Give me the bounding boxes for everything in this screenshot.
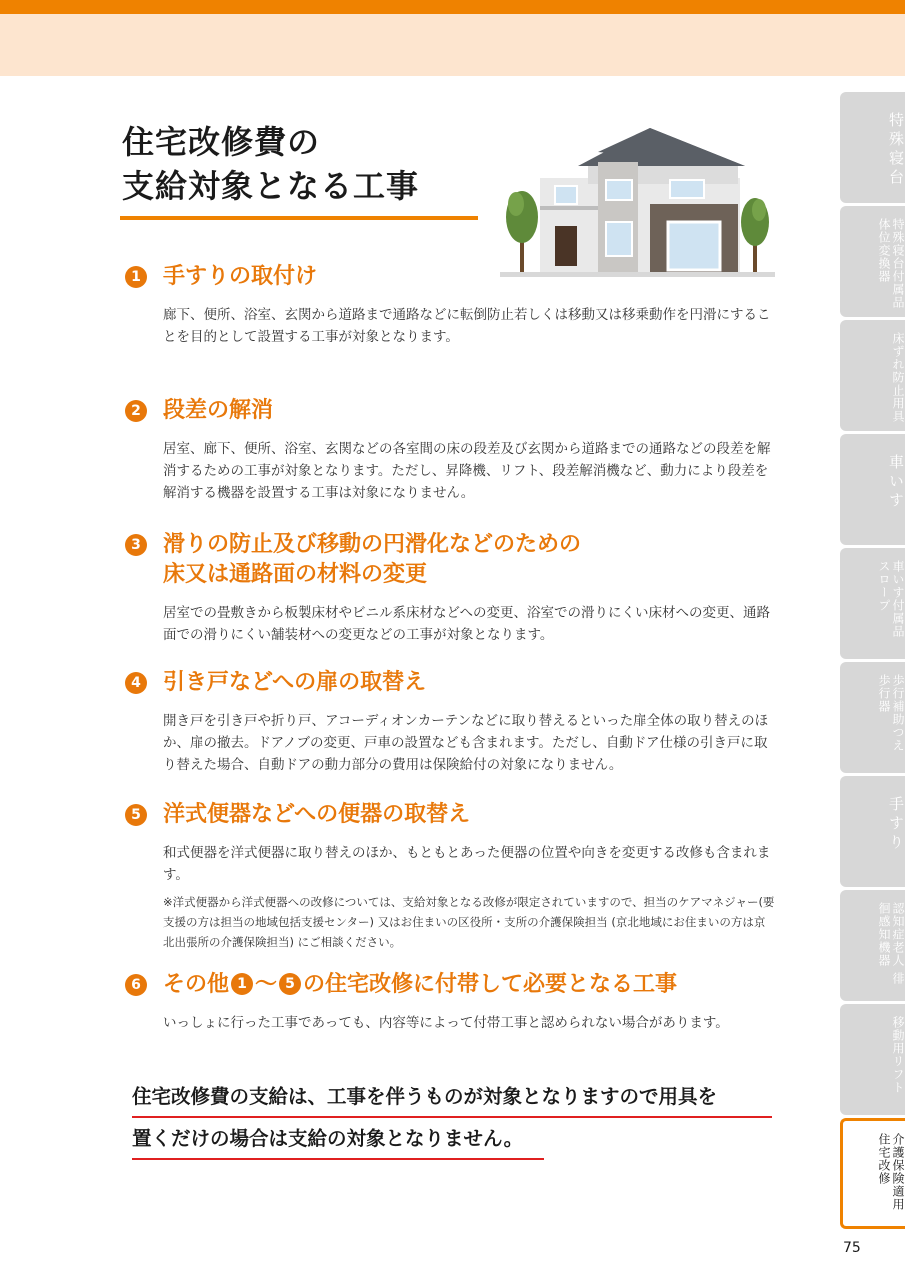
section-6-body: いっしょに行った工事であっても、内容等によって付帯工事と認められない場合があります。 [163,1015,729,1031]
section-5-note: ※洋式便器から洋式便器への改修については、支給対象となる改修が限定されていますので、担当のケアマネジャー(要支援の方は担当の地域包括支援センター) 又はお住まいの区役所・支所の介護保険担当 (京北地域にお住まいの方は京北出張所の介護保険担当) にご相談ください。 [163,895,775,949]
page-title [122,120,482,208]
side-index-tabs [840,92,905,1232]
important-note-line1: 住宅改修費の支給は、工事を伴うものが対象となりますので用具を [132,1082,772,1118]
section-2-heading [125,396,775,426]
side-tab-walking-aids[interactable] [840,662,905,773]
section-3-title-line1: 滑りの防止及び移動の円滑化などのための [163,532,582,557]
section-ref-badge-1: 1 [231,973,253,995]
side-tab-dementia-sensor[interactable] [840,890,905,1001]
section-3 [125,530,775,646]
section-number-badge: 3 [125,534,147,556]
section-1-body: 廊下、便所、浴室、玄関から道路まで通路などに転倒防止若しくは移動又は移乗動作を円滑にすることを目的として設置する工事が対象となります。 [163,307,771,345]
side-tab-wheelchair[interactable] [840,434,905,545]
top-accent-bar [0,0,905,14]
section-2 [125,396,775,504]
side-tab-label: 車いす付属品 スロープ [877,560,905,638]
side-tab-label: 介護保険適用 住宅改修 [877,1133,905,1211]
header-band [0,14,905,76]
title-underline [120,216,478,220]
side-tab-label: 床ずれ防止用具 [891,332,905,423]
section-number-badge: 1 [125,266,147,288]
section-3-heading [125,530,775,590]
side-tab-label: 特殊寝台付属品 体位変換器 [877,218,905,309]
side-tab-special-bed[interactable] [840,92,905,203]
side-tab-label: 車いす [887,454,905,511]
section-ref-badge-5: 5 [279,973,301,995]
section-2-title: 段差の解消 [163,398,274,423]
section-5-heading [125,800,775,830]
page-number: 75 [843,1240,861,1256]
side-tab-label: 歩行補助つえ 歩行器 [877,674,905,752]
section-6-heading [125,970,775,1000]
side-tab-home-renovation[interactable] [840,1118,905,1229]
section-1 [125,262,775,348]
section-number-badge: 4 [125,672,147,694]
side-tab-wheelchair-accessories[interactable] [840,548,905,659]
side-tab-label: 特殊寝台 [887,112,905,188]
section-5-title: 洋式便器などへの便器の取替え [163,802,471,827]
house-illustration [500,122,775,277]
page-title-line1: 住宅改修費の [122,123,321,161]
section-4-title: 引き戸などへの扉の取替え [163,670,427,695]
section-4-body: 開き戸を引き戸や折り戸、アコーディオンカーテンなどに取り替えるといった扉全体の取り替えのほか、扉の撤去。ドアノブの変更、戸車の設置なども含まれます。ただし、自動ドア仕様の引き戸に取り替えた場合、自動ドアの動力部分の費用は保険給付の対象になりません。 [163,713,769,773]
section-2-body: 居室、廊下、便所、浴室、玄関などの各室間の床の段差及び玄関から道路までの通路などの段差を解消するための工事が対象となります。ただし、昇降機、リフト、段差解消機など、動力により段差を解消する機器を設置する工事は対象になりません。 [163,441,771,501]
side-tab-label: 手すり [887,796,905,853]
side-tab-pressure-ulcer[interactable] [840,320,905,431]
side-tab-lift[interactable] [840,1004,905,1115]
section-6-title-post: の住宅改修に付帯して必要となる工事 [303,972,678,997]
section-6-title-pre: その他 [163,972,230,997]
section-number-badge: 5 [125,804,147,826]
page-title-line2: 支給対象となる工事 [122,167,420,205]
section-3-body: 居室での畳敷きから板製床材やビニル系床材などへの変更、浴室での滑りにくい床材への変更、通路面での滑りにくい舗装材への変更などの工事が対象となります。 [163,605,770,643]
section-number-badge: 6 [125,974,147,996]
section-number-badge: 2 [125,400,147,422]
important-note [132,1082,792,1166]
section-1-heading [125,262,775,292]
section-1-title: 手すりの取付け [163,264,318,289]
section-6 [125,970,775,1034]
side-tab-label: 移動用リフト [891,1016,905,1094]
section-6-title-mid: ～ [255,972,278,997]
side-tab-label: 認知症老人 徘徊感知機器 [877,902,905,985]
section-4-heading [125,668,775,698]
section-5-body: 和式便器を洋式便器に取り替えのほか、もともとあった便器の位置や向きを変更する改修も含まれます。 [163,845,771,883]
important-note-line2: 置くだけの場合は支給の対象となりません。 [132,1124,544,1160]
side-tab-handrails[interactable] [840,776,905,887]
section-3-title-line2: 床又は通路面の材料の変更 [163,562,428,587]
section-4 [125,668,775,776]
section-5 [125,800,775,952]
side-tab-bed-accessories[interactable] [840,206,905,317]
